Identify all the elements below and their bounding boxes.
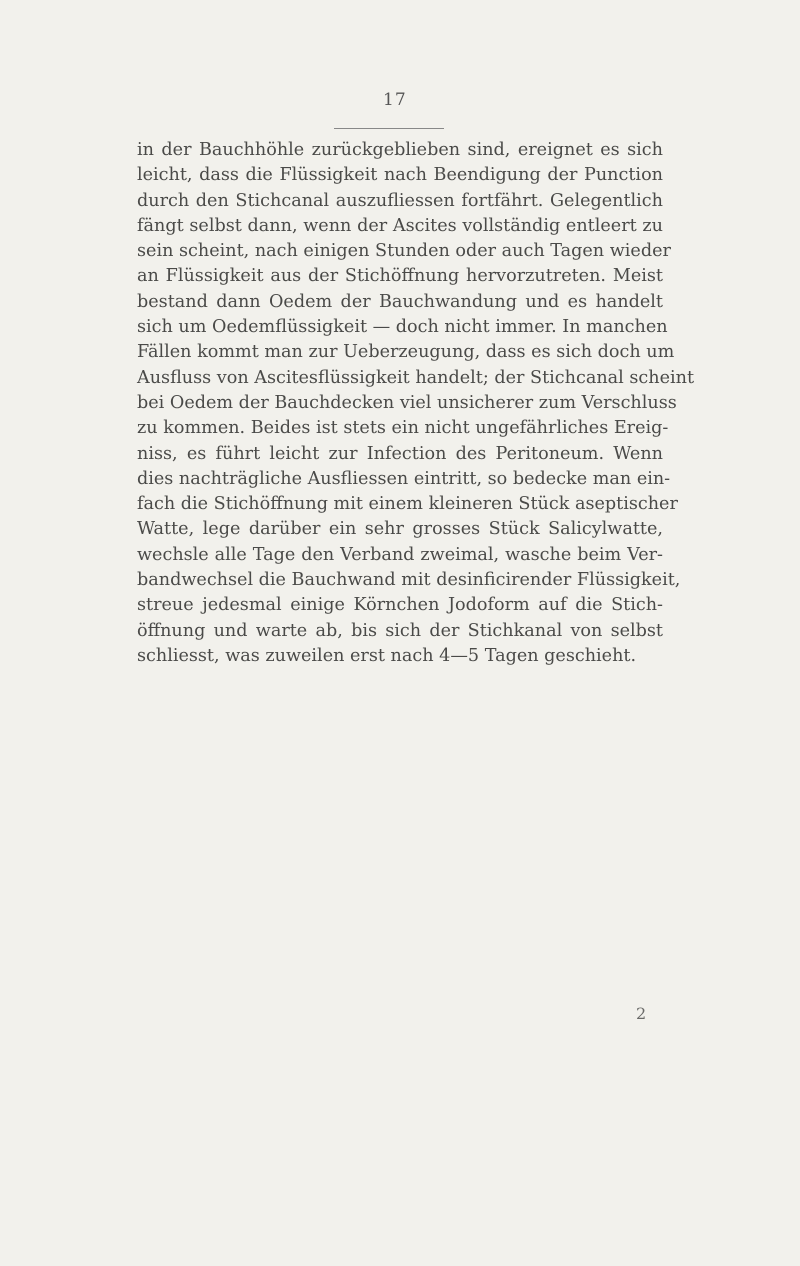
text-line: sich um Oedemflüssigkeit — doch nicht immer. In manchen: [137, 317, 668, 338]
signature-mark: 2: [636, 1004, 647, 1023]
text-line: niss, es führt leicht zur Infection des Peritoneum. Wenn: [137, 443, 663, 464]
text-line: öffnung und warte ab, bis sich der Stichkanal von selbst: [137, 620, 663, 641]
text-line: durch den Stichcanal auszufliessen fortfährt. Gelegentlich: [137, 190, 663, 211]
header-rule: [334, 128, 444, 129]
text-line: bandwechsel die Bauchwand mit desinficirender Flüssigkeit,: [137, 570, 681, 591]
page-number: 17: [383, 90, 407, 110]
text-line: fängt selbst dann, wenn der Ascites vollständig entleert zu: [137, 215, 663, 236]
text-line: fach die Stichöffnung mit einem kleineren Stück aseptischer: [137, 494, 678, 515]
text-line: sein scheint, nach einigen Stunden oder auch Tagen wieder: [137, 241, 671, 262]
text-line: an Flüssigkeit aus der Stichöffnung hervorzutreten. Meist: [137, 266, 663, 287]
text-line: dies nachträgliche Ausfliessen eintritt, so bedecke man ein-: [137, 468, 671, 489]
body-paragraph: [137, 138, 695, 669]
text-line: streue jedesmal einige Körnchen Jodoform auf die Stich-: [137, 595, 663, 616]
text-line: zu kommen. Beides ist stets ein nicht ungefährliches Ereig-: [137, 418, 669, 439]
text-line: wechsle alle Tage den Verband zweimal, wasche beim Ver-: [137, 544, 663, 565]
text-line: Watte, lege darüber ein sehr grosses Stück Salicylwatte,: [137, 519, 663, 540]
text-line: Ausfluss von Ascitesflüssigkeit handelt; der Stichcanal scheint: [137, 367, 695, 388]
text-line: Fällen kommt man zur Ueberzeugung, dass es sich doch um: [137, 342, 675, 363]
text-line: bei Oedem der Bauchdecken viel unsicherer zum Verschluss: [137, 392, 677, 413]
text-line: in der Bauchhöhle zurückgeblieben sind, ereignet es sich: [137, 140, 663, 160]
text-line: leicht, dass die Flüssigkeit nach Beendigung der Punction: [137, 165, 663, 186]
text-line: bestand dann Oedem der Bauchwandung und es handelt: [137, 291, 663, 312]
text-line: schliesst, was zuweilen erst nach 4—5 Tagen geschieht.: [137, 645, 637, 666]
